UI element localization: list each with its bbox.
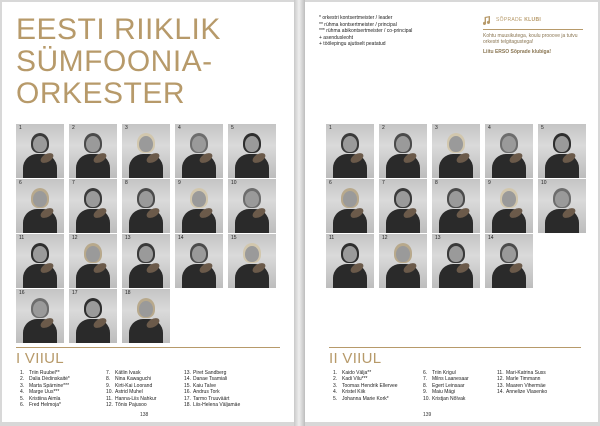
member-list-item: 15. Kaiu Talve [184,382,216,389]
member-list-item: 17. Tarmo Truuväärt [184,395,230,402]
musician-photo [485,234,533,288]
photo-number: 7 [382,180,385,186]
portrait-face [245,136,259,152]
page-number: 139 [423,412,432,418]
friends-club-box [483,15,583,55]
member-list-item: 5. Johanna Marie Kork* [333,395,389,402]
member-list-item: 9. Kirti-Kai Loorand [106,382,153,389]
musician-photo [326,124,374,178]
portrait-face [449,246,463,262]
photo-number: 3 [435,125,438,131]
musician-photo [16,289,64,343]
musician-photo [228,124,276,178]
member-list-item: 6. Fred Helmoja* [20,402,61,409]
photo-number: 2 [72,125,75,131]
photo-number: 8 [435,180,438,186]
portrait-face [502,136,516,152]
photo-number: 8 [125,180,128,186]
musician-photo [228,179,276,233]
member-list-column-1 [333,370,398,402]
member-list-item: 5. Kristiina Aimla [20,395,61,402]
musician-photo [175,124,223,178]
member-list-item: 13. Maaren Vihermäe [497,382,546,389]
musician-photo [326,234,374,288]
photo-number: 12 [382,235,388,241]
portrait-face [192,246,206,262]
member-list-item: 8. Egert Leinsaar [423,382,465,389]
legend-item: ** rühma kontsertmeister / principal [319,21,397,28]
musician-photo [175,179,223,233]
musician-photo [379,234,427,288]
musician-photo [379,124,427,178]
member-list-item: 11. Hanna-Liis Nahkur [106,395,157,402]
photo-number: 1 [329,125,332,131]
photo-number: 14 [178,235,184,241]
portrait-face [396,136,410,152]
page-number: 138 [140,412,149,418]
photo-number: 11 [329,235,335,241]
portrait-face [139,301,153,317]
legend-item: * orkestri kontsertmeister / leader [319,15,393,21]
member-list-item: 8. Nina Kawaguchi [106,376,152,383]
member-list-item: 3. Toomas Hendrik Ellervee [333,382,398,389]
member-list-item: 1. Kaido Välja** [333,370,372,376]
orchestra-title [16,14,221,110]
club-logo-text: SÕPRADE KLUBI [496,17,542,23]
member-list-column-3 [184,370,240,408]
section-divider [16,347,280,348]
photo-number: 10 [231,180,237,186]
portrait-face [343,191,357,207]
club-call-to-action: Liitu ERSO Sõprade klubiga! [483,48,552,55]
photo-number: 1 [19,125,22,131]
member-list-item: 12. Marle Timmann [497,376,541,383]
portrait-face [449,191,463,207]
musician-photo [326,179,374,233]
photo-number: 9 [488,180,491,186]
portrait-face [33,301,47,317]
member-list-item: 1. Triin Ruubel** [20,370,60,376]
club-logo [483,15,583,25]
portrait-face [396,191,410,207]
member-list-item: 10. Kristjan Nõlvak [423,395,466,402]
photo-number: 10 [541,180,547,186]
member-list-column-3 [497,370,547,396]
legend-item: + töölepingu ajutiselt peatatud [319,41,386,48]
portrait-face [555,191,569,207]
musician-photo [122,179,170,233]
member-list-item: 2. Dalia Dėdinskaitė* [20,376,70,383]
portrait-face [245,191,259,207]
title-line-1: EESTI RIIKLIK [16,13,221,46]
member-list-column-2 [423,370,469,402]
club-description: Kohtu muusikutega, koulu prooove ja tutvu orkestri telgitagustega! [483,33,578,46]
music-note-icon [483,15,493,25]
musician-photo [379,179,427,233]
musician-photo [69,234,117,288]
section-title-first-violin: I VIIUL [16,350,64,367]
portrait-face [86,136,100,152]
photo-number: 5 [541,125,544,131]
portrait-face [33,136,47,152]
role-legend [319,15,412,48]
portrait-face [245,246,259,262]
photo-number: 13 [435,235,441,241]
musician-photo [69,289,117,343]
musician-photo [16,179,64,233]
photo-number: 12 [72,235,78,241]
member-list-item: 16. Andrus Tork [184,389,220,396]
section-divider [329,347,581,348]
photo-number: 5 [231,125,234,131]
member-list-column-1 [20,370,70,408]
musician-photo [228,234,276,288]
portrait-face [86,191,100,207]
portrait-face [343,136,357,152]
portrait-face [192,136,206,152]
legend-item: *** rühma abikontsertmeister / co-principal [319,28,413,35]
musician-photo [485,179,533,233]
title-line-3: ORKESTER [16,77,186,110]
photo-number: 9 [178,180,181,186]
musician-photo [69,179,117,233]
legend-item: + asendusleoht [319,34,354,41]
member-list-item: 18. Liis-Helena Väljamäe [184,402,241,409]
portrait-face [192,191,206,207]
musician-photo [432,124,480,178]
musician-photo [122,234,170,288]
member-list-item: 14. Annelize Vlasenko [497,389,548,396]
member-list-item: 7. Kätlin Ivask [106,370,141,376]
portrait-face [139,191,153,207]
musician-photo [122,289,170,343]
photo-number: 13 [125,235,131,241]
member-list-column-2 [106,370,156,408]
musician-photo [69,124,117,178]
photo-number: 17 [72,290,78,296]
title-line-2: SÜMFOONIA- [16,45,213,78]
portrait-face [33,191,47,207]
photo-number: 6 [19,180,22,186]
portrait-face [33,246,47,262]
member-list-item: 9. Maiu Mägi [423,389,456,396]
member-list-item: 2. Kadi Vilu*** [333,376,368,383]
photo-number: 6 [329,180,332,186]
member-list-item: 4. Marge Uus*** [20,389,60,396]
musician-photo [16,234,64,288]
book-spine [294,0,305,426]
photo-number: 16 [19,290,25,296]
photo-number: 14 [488,235,494,241]
member-list-item: 11. Mari-Katrina Suss [497,370,546,376]
photo-number: 15 [231,235,237,241]
portrait-face [139,136,153,152]
photo-number: 4 [178,125,181,131]
musician-photo [432,179,480,233]
photo-number: 4 [488,125,491,131]
member-list-item: 10. Astrid Muhel [106,389,143,396]
musician-photo [538,124,586,178]
musician-photo [16,124,64,178]
photo-number: 11 [19,235,25,241]
photo-number: 18 [125,290,131,296]
left-page [2,2,294,422]
member-list-item: 4. Kristel Kiik [333,389,366,396]
club-divider [483,29,583,30]
member-list-item: 12. Tõnis Pajusoo [106,402,147,409]
photo-number: 7 [72,180,75,186]
member-list-item: 6. Triin Krigul [423,370,456,376]
photo-number: 3 [125,125,128,131]
portrait-face [343,246,357,262]
member-list-item: 13. Piret Sandberg [184,370,227,376]
portrait-face [449,136,463,152]
portrait-face [502,191,516,207]
musician-photo [538,179,586,233]
portrait-face [139,246,153,262]
member-list-item: 7. Milns Laanesaar [423,376,469,383]
photo-number: 2 [382,125,385,131]
member-list-item: 14. Danae Tsamiali [184,376,228,383]
portrait-face [396,246,410,262]
portrait-face [555,136,569,152]
portrait-face [86,301,100,317]
portrait-face [502,246,516,262]
right-page [305,2,598,422]
member-list-item: 3. Marta Spärnine*** [20,382,70,389]
musician-photo [122,124,170,178]
musician-photo [175,234,223,288]
musician-photo [485,124,533,178]
musician-photo [432,234,480,288]
portrait-face [86,246,100,262]
section-title-second-violin: II VIIUL [329,350,382,367]
